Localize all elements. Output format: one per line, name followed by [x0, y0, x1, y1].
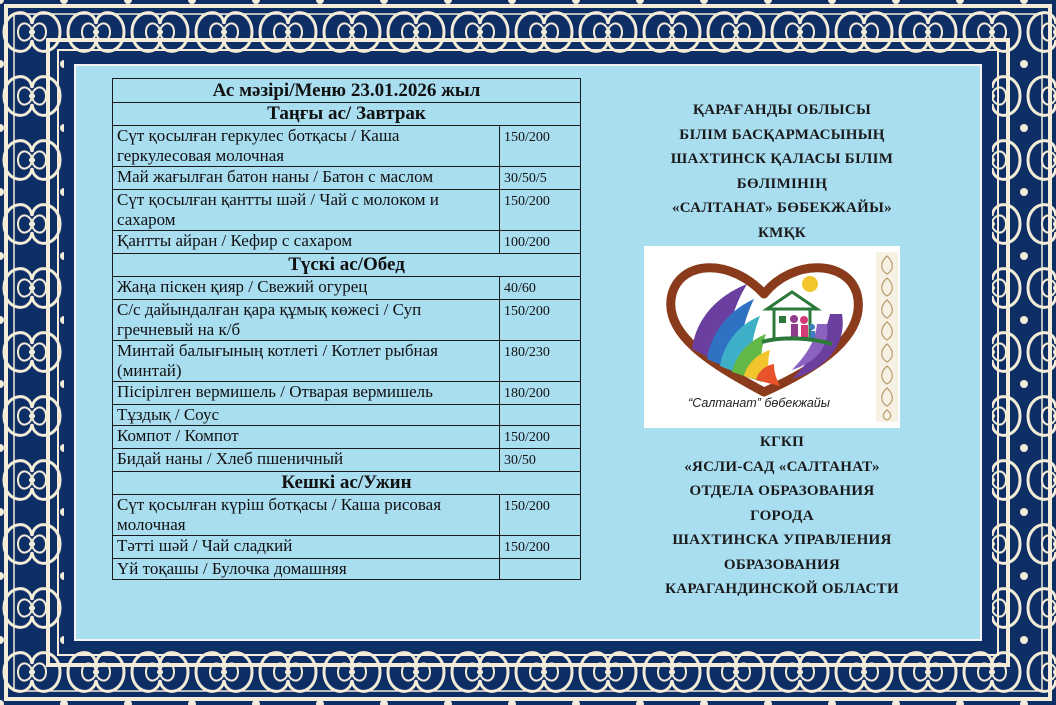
menu-item-row — [113, 536, 581, 559]
menu-title: Ас мәзірі/Меню 23.01.2026 жыл — [113, 79, 581, 103]
menu-item-row — [113, 559, 581, 580]
dish-name: Сүт қосылған қантты шәй / Чай с молоком и сахаром — [113, 190, 500, 231]
menu-item-row — [113, 405, 581, 426]
organization-name-kz — [612, 98, 952, 245]
menu-item-row — [113, 495, 581, 536]
menu-table — [112, 78, 581, 580]
portion-size: 150/200 — [500, 300, 581, 341]
kindergarten-logo — [644, 246, 900, 428]
organization-name-line: ШАХТИНСКА УПРАВЛЕНИЯ — [672, 532, 892, 548]
menu-item-row — [113, 277, 581, 300]
organization-name-line: КМҚК — [758, 224, 806, 241]
dish-name: Үй тоқашы / Булочка домашняя — [113, 559, 500, 580]
portion-size: 180/230 — [500, 341, 581, 382]
menu-item-row — [113, 126, 581, 167]
section-heading: Түскі ас/Обед — [113, 254, 581, 277]
dish-name: Жаңа піскен қияр / Свежий огурец — [113, 277, 500, 300]
logo-caption: “Салтанат” бөбекжайы — [688, 396, 830, 410]
portion-size: 180/200 — [500, 382, 581, 405]
organization-name-ru — [612, 430, 952, 602]
menu-item-row — [113, 167, 581, 190]
section-heading-row — [113, 254, 581, 277]
section-heading: Таңғы ас/ Завтрак — [113, 103, 581, 126]
dish-name: Тұздық / Соус — [113, 405, 500, 426]
dish-name: Сүт қосылған күріш ботқасы / Каша рисовая молочная — [113, 495, 500, 536]
organization-name-line: БӨЛІМІНІҢ — [736, 175, 828, 192]
portion-size: 150/200 — [500, 536, 581, 559]
portion-size: 100/200 — [500, 231, 581, 254]
menu-title-row — [113, 79, 581, 103]
organization-name-line: ШАХТИНСК ҚАЛАСЫ БІЛІМ — [670, 151, 894, 167]
menu-item-row — [113, 426, 581, 449]
organization-name-line: «САЛТАНАТ» БӨБЕКЖАЙЫ» — [672, 200, 892, 216]
portion-size — [500, 405, 581, 426]
menu-item-row — [113, 300, 581, 341]
portion-size: 150/200 — [500, 426, 581, 449]
organization-name-line: ГОРОДА — [750, 507, 814, 524]
portion-size — [500, 559, 581, 580]
dish-name: Тәтті шәй / Чай сладкий — [113, 536, 500, 559]
organization-name-line: БІЛІМ БАСҚАРМАСЫНЫҢ — [679, 126, 885, 143]
dish-name: Минтай балығының котлеті / Котлет рыбная (минтай) — [113, 341, 500, 382]
dish-name: Май жағылған батон наны / Батон с маслом — [113, 167, 500, 190]
section-heading-row — [113, 472, 581, 495]
menu-item-row — [113, 341, 581, 382]
organization-name-line: КГКП — [759, 434, 805, 450]
portion-size: 150/200 — [500, 495, 581, 536]
portion-size: 150/200 — [500, 190, 581, 231]
dish-name: Сүт қосылған геркулес ботқасы / Каша геркулесовая молочная — [113, 126, 500, 167]
portion-size: 40/60 — [500, 277, 581, 300]
organization-name-line: «ЯСЛИ-САД «САЛТАНАТ» — [684, 458, 880, 475]
dish-name: Бидай наны / Хлеб пшеничный — [113, 449, 500, 472]
organization-name-line: ОТДЕЛА ОБРАЗОВАНИЯ — [689, 483, 875, 499]
organization-name-line: ОБРАЗОВАНИЯ — [723, 556, 841, 573]
menu-item-row — [113, 231, 581, 254]
organization-name-line: КАРАГАНДИНСКОЙ ОБЛАСТИ — [665, 581, 899, 597]
section-heading: Кешкі ас/Ужин — [113, 472, 581, 495]
dish-name: Қантты айран / Кефир с сахаром — [113, 231, 500, 254]
portion-size: 150/200 — [500, 126, 581, 167]
organization-name-line: ҚАРАҒАНДЫ ОБЛЫСЫ — [692, 102, 872, 118]
dish-name: Пісірілген вермишель / Отварая вермишель — [113, 382, 500, 405]
section-heading-row — [113, 103, 581, 126]
dish-name: С/с дайындалған қара құмық көжесі / Суп гречневый на к/б — [113, 300, 500, 341]
portion-size: 30/50 — [500, 449, 581, 472]
portion-size: 30/50/5 — [500, 167, 581, 190]
menu-item-row — [113, 449, 581, 472]
dish-name: Компот / Компот — [113, 426, 500, 449]
menu-item-row — [113, 190, 581, 231]
menu-item-row — [113, 382, 581, 405]
ornament-strip-icon — [876, 252, 898, 422]
